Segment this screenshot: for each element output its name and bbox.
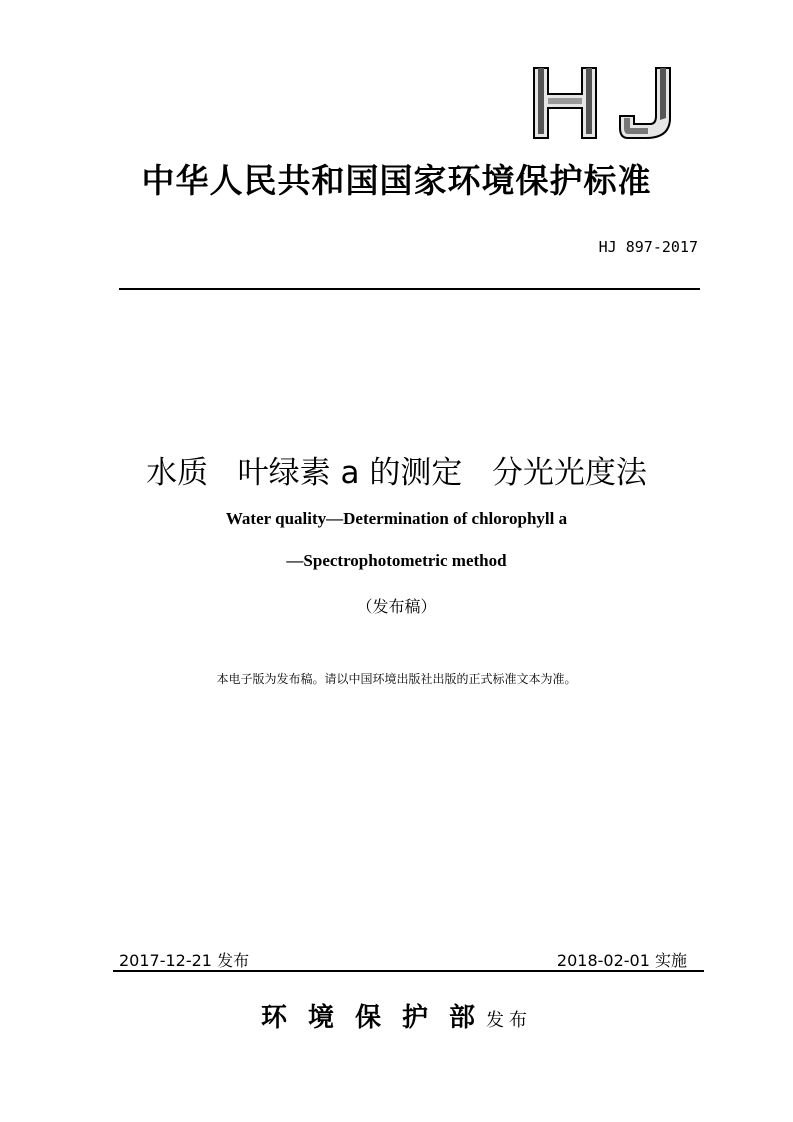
issuing-organization-title: 中华人民共和国国家环境保护标准 [141,161,652,200]
bottom-divider [113,970,704,972]
logo-letter-j [620,68,670,138]
hj-logo [524,60,684,142]
standard-number: HJ 897-2017 [598,238,698,256]
document-title-english-line2: —Spectrophotometric method [286,551,507,570]
implementation-date: 2018-02-01 实施 [556,951,687,970]
document-title-english-line1: Water quality—Determination of chlorophyll a [225,509,568,528]
publisher-name: 环境保护部 [260,1003,496,1033]
logo-letter-h [534,68,596,138]
issue-date: 2017-12-21 发布 [119,951,250,970]
draft-status-label: （发布稿） [356,597,437,616]
electronic-version-notice: 本电子版为发布稿。请以中国环境出版社出版的正式标准文本为准。 [216,672,577,686]
top-divider [119,288,700,290]
document-title-chinese: 水质 叶绿素 a 的测定 分光光度法 [146,455,647,491]
publisher-suffix: 发布 [486,1010,532,1031]
publisher-line [0,997,793,1034]
